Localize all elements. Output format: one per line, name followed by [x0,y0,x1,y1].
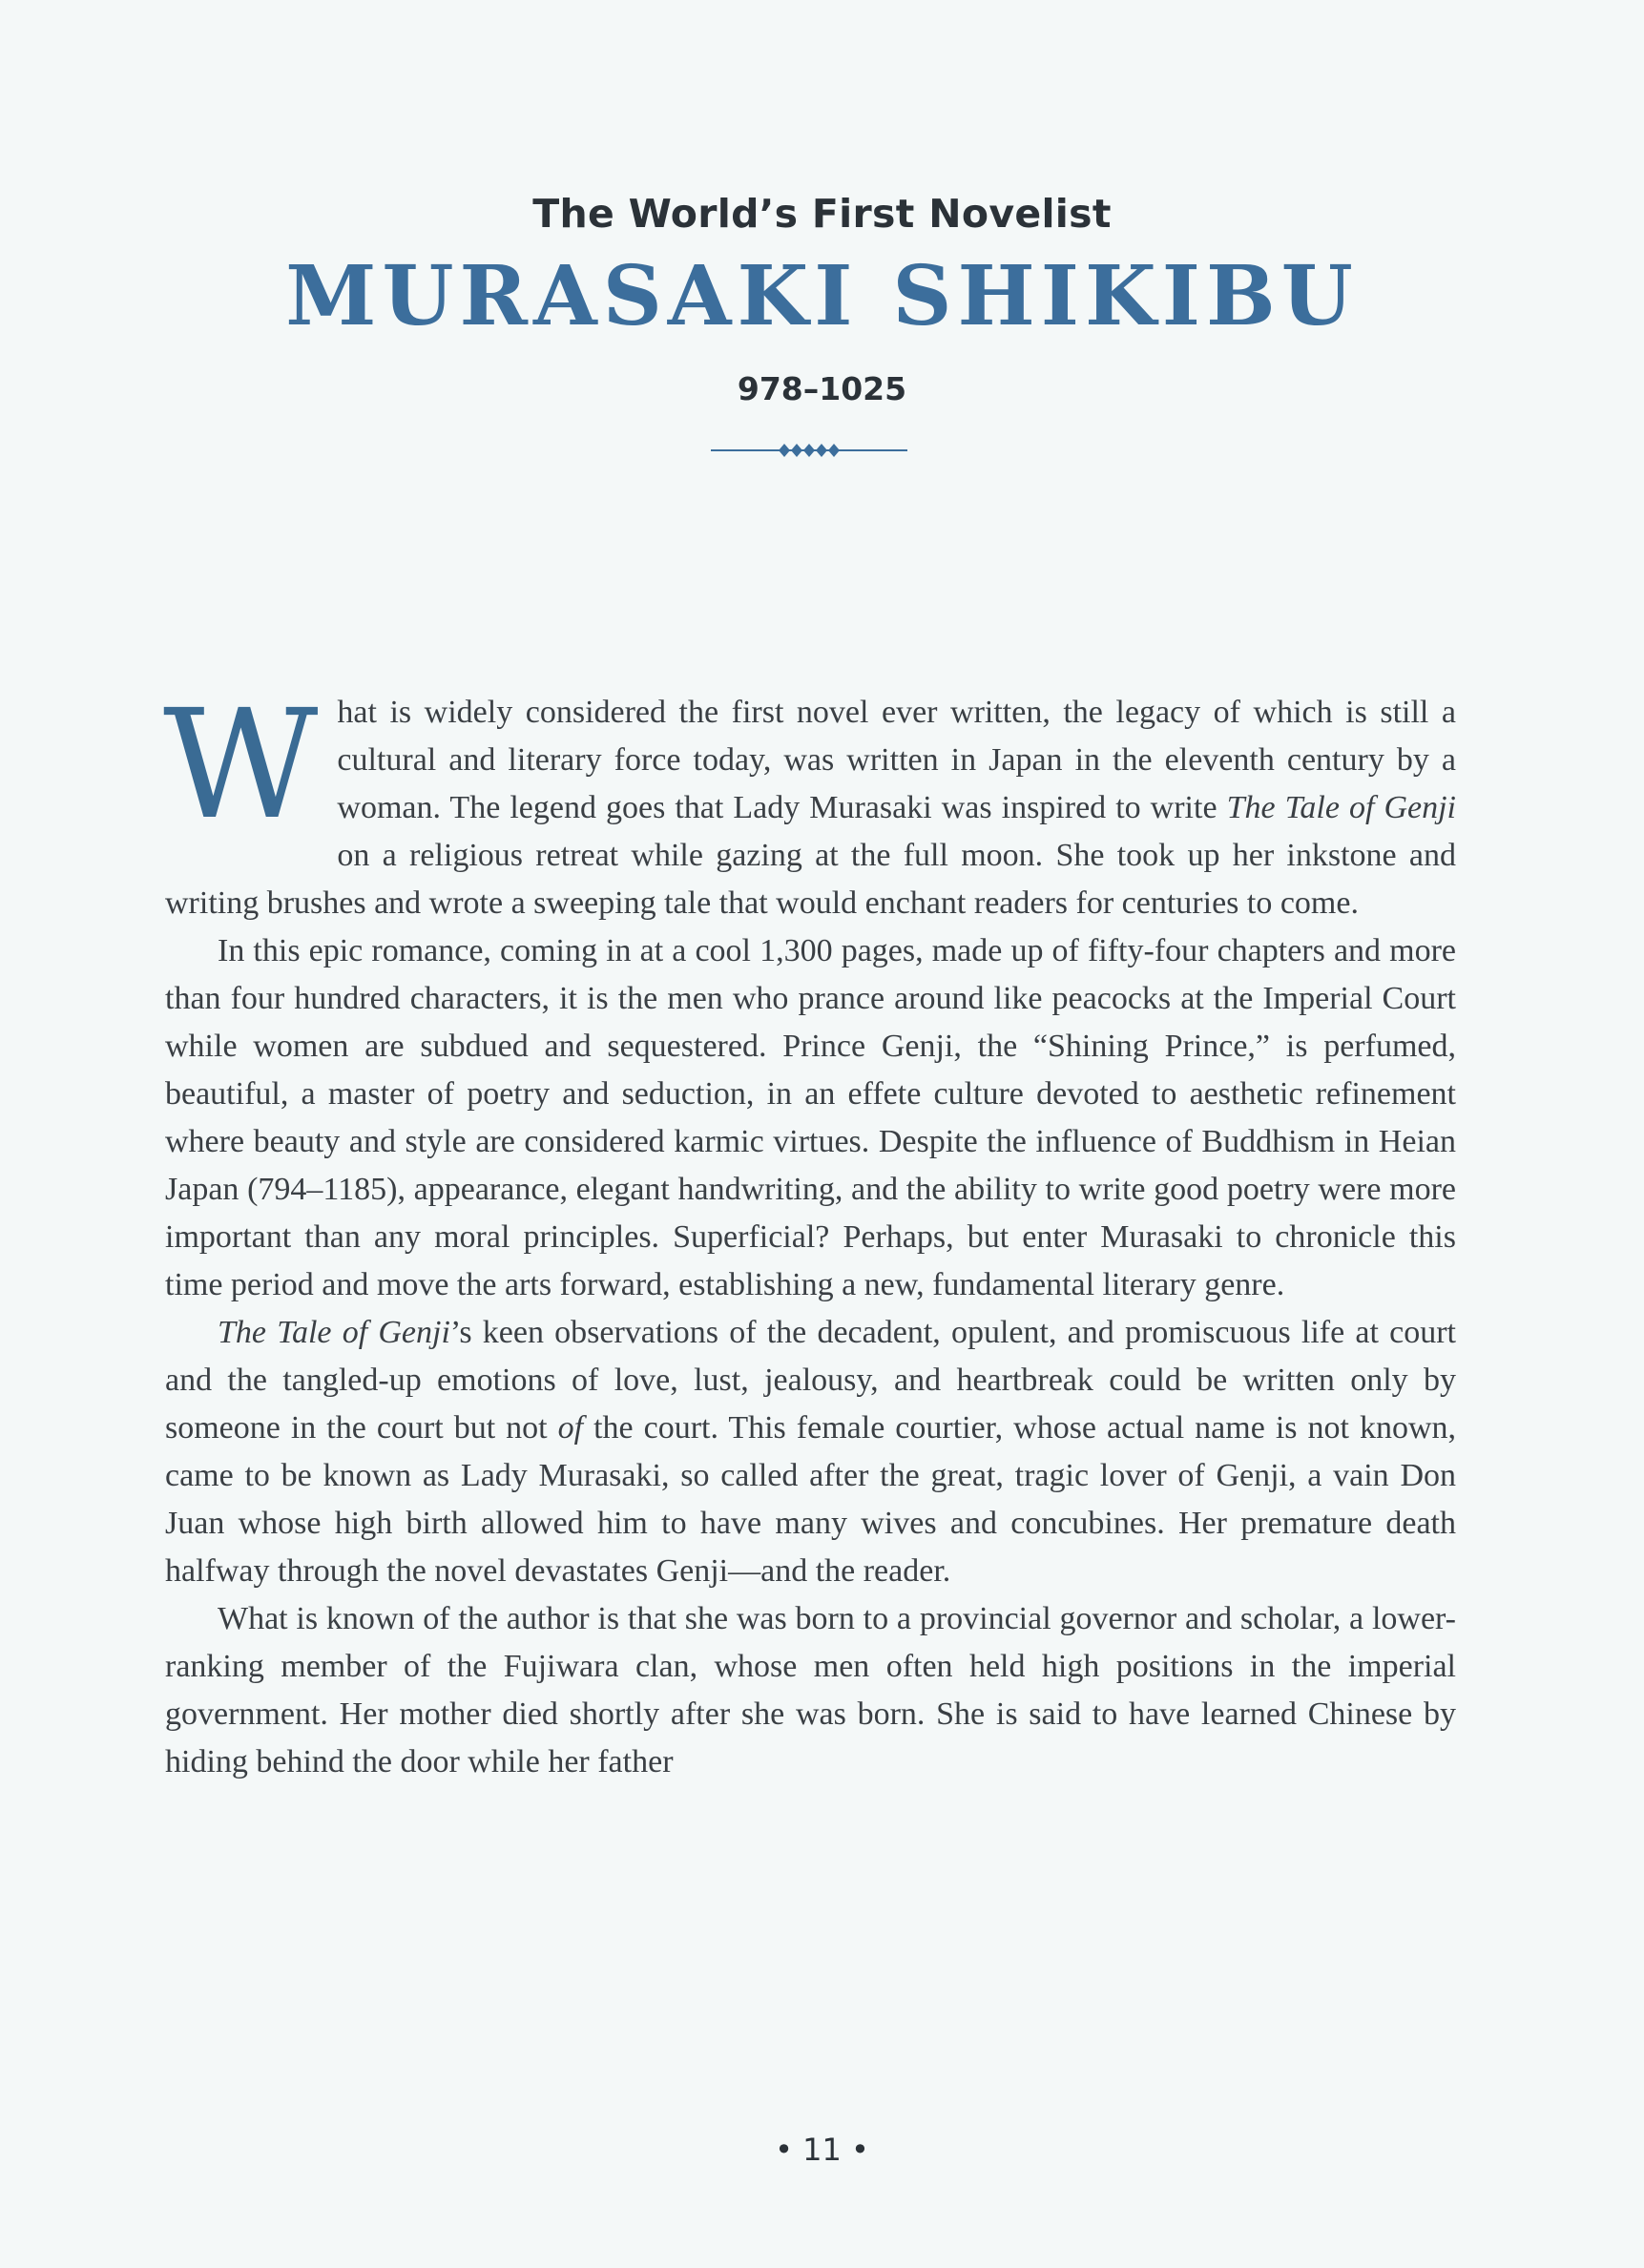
chapter-title: MURASAKI SHIKIBU [285,248,1359,344]
paragraph: In this epic romance, coming in at a cool 1,300 pages, made up of fifty-four chapters and more than four hundred characters, it is the men who prance around like peacocks at the Imperial Court while women are subdued and sequestered. Prince Genji, the “Shining Prince,” is perfumed, beautiful, a master of poetry and seduction, in an effete culture devoted to aesthetic refinement where beauty and style are considered karmic virtues. Despite the influence of Buddhism in Heian Japan (794–1185), appearance, elegant handwriting, and the ability to write good poetry were more important than any moral principles. Superficial? Perhaps, but enter Murasaki to chronicle this time period and move the arts forward, establishing a new, fundamental literary genre. [165,933,1456,1302]
article-body [163,677,1456,1786]
life-dates: 978–1025 [737,370,907,407]
paragraph-text: hat is widely considered the first novel ever written, the legacy of which is still a cultural and literary force today, was written in Japan in the eleventh century by a woman. The legend goes that Lady Murasaki was inspired to write [337,695,1456,825]
book-title: The Tale of Genji [218,1315,450,1350]
chapter-subtitle: The World’s First Novelist [532,191,1112,237]
page-number: • 11 • [775,2132,869,2168]
book-title: The Tale of Genji [1226,790,1456,825]
paragraph-text: ’s keen observations of the decadent, opulent, and promiscuous life at court and the tangled-up emotions of love, lust, jealousy, and heartbreak could be written only by someone in the court but not [165,1315,1456,1446]
drop-cap: W [163,677,319,853]
paragraph-text: on a religious retreat while gazing at the full moon. She took up her inkstone and writing brushes and wrote a sweeping tale that would enchant readers for centuries to come. [165,838,1456,921]
paragraph-text: the court. This female courtier, whose actual name is not known, came to be known as Lady Murasaki, so called after the great, tragic lover of Genji, a vain Don Juan whose high birth allowed him to have many wives and concubines. Her premature death halfway through the novel devastates Genji—and the reader. [165,1410,1456,1589]
ornament-divider-icon [711,439,907,462]
emphasis: of [557,1410,584,1446]
paragraph [165,1309,1456,1595]
paragraph [163,677,1456,927]
paragraph: What is known of the author is that she was born to a provincial governor and scholar, a lower-ranking member of the Fujiwara clan, whose men often held high positions in the imperial government. Her mother died shortly after she was born. She is said to have learned Chinese by hiding behind the door while her father [165,1601,1456,1779]
